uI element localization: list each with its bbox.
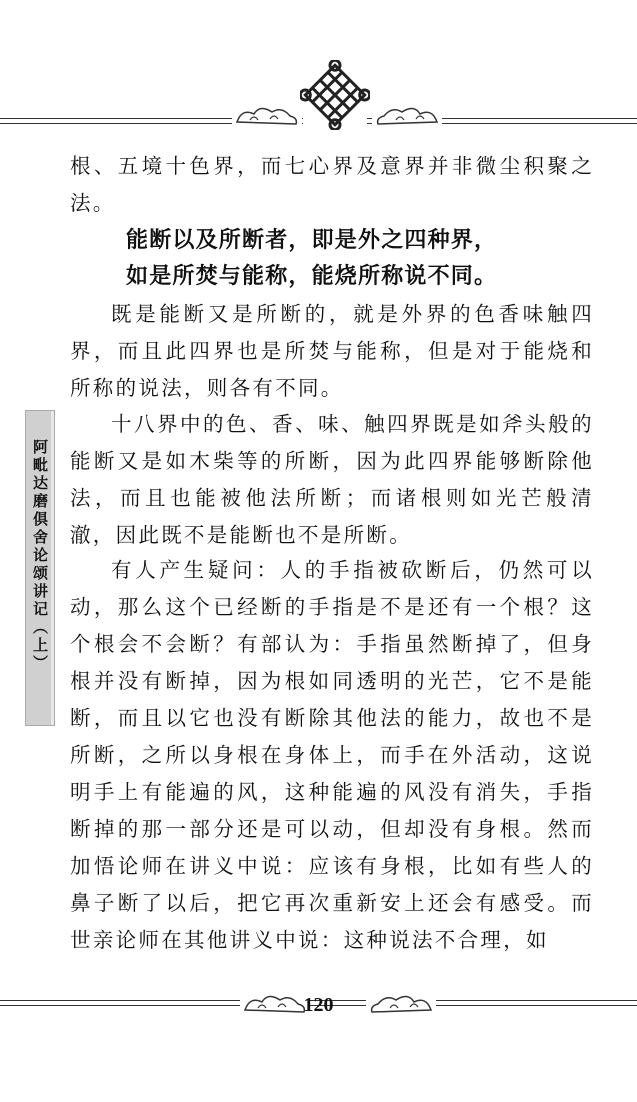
- page-number: 120: [303, 994, 334, 1016]
- paragraph-2: 既是能断又是所断的，就是外界的色香味触四界，而且此四界也是所焚与能称，但是对于能烧和所称的说法，则各有不同。: [70, 302, 594, 400]
- paragraph-1-block: [70, 148, 594, 222]
- paragraph-3-block: [70, 406, 594, 554]
- paragraph-1: 根、五境十色界，而七心界及意界并非微尘积聚之法。: [70, 154, 594, 215]
- book-title-tab: [25, 410, 55, 726]
- cloud-ornament-icon: [232, 100, 302, 130]
- endless-knot-icon: [300, 60, 370, 130]
- verse-line-2: 如是所焚与能称，能烧所称说不同。: [126, 264, 498, 289]
- cloud-ornament-icon: [372, 100, 442, 130]
- paragraph-4-block: [70, 552, 594, 959]
- paragraph-3: 十八界中的色、香、味、触四界既是如斧头般的能断又是如木柴等的所断，因为此四界能够断除他法，而且也能被他法所断；而诸根则如光芒般清澈，因此既不是能断也不是所断。: [70, 412, 594, 547]
- verse-line-1: 能断以及所断者，即是外之四种界，: [126, 228, 498, 253]
- paragraph-4: 有人产生疑问：人的手指被砍断后，仍然可以动，那么这个已经断的手指是不是还有一个根？这个根会不会断？有部认为：手指虽然断掉了，但身根并没有断掉，因为根如同透明的光芒，它不是能断，而且以它也没有断除其他法的能力，故也不是所断，之所以身根在身体上，而手在外活动，这说明手上有能遍的风，这种能遍的风没有消失，手指断掉的那一部分还是可以动，但却没有身根。然而加悟论师在讲义中说：应该有身根，比如有些人的鼻子断了以后，把它再次重新安上还会有感受。而世亲论师在其他讲义中说：这种说法不合理，如: [70, 558, 594, 952]
- book-title-text: 阿毗达磨俱舍论颂讲记（上）: [31, 439, 49, 673]
- paragraph-2-block: [70, 296, 594, 407]
